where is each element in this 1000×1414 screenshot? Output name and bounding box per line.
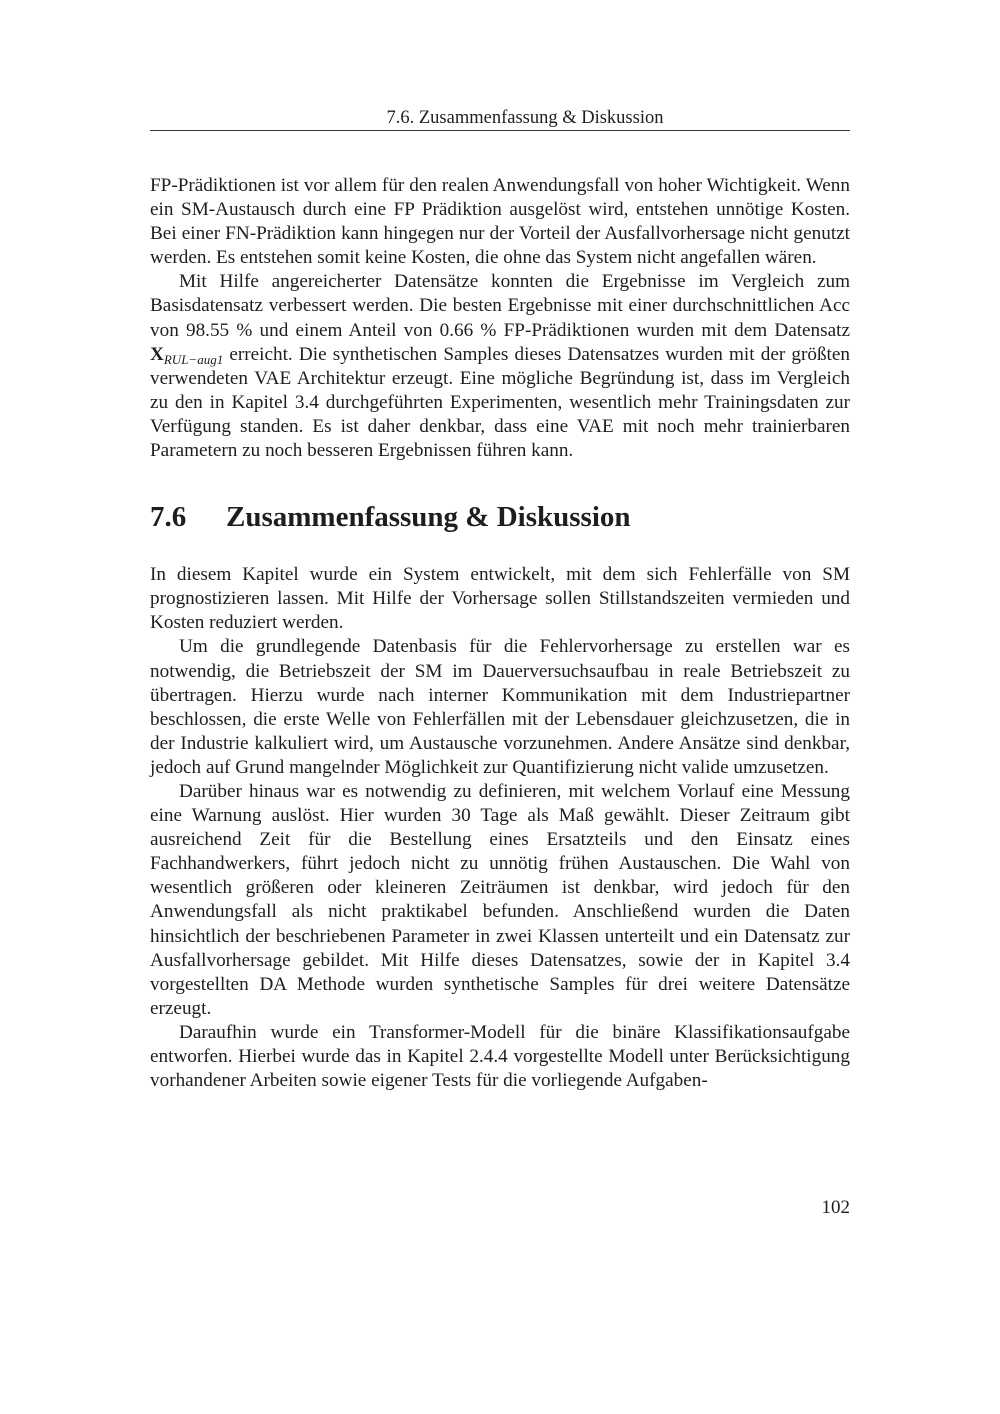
running-header: 7.6. Zusammenfassung & Diskussion [150, 105, 850, 131]
math-symbol: X [150, 343, 164, 365]
section-number: 7.6 [150, 501, 187, 534]
paragraph: Um die grundlegende Datenbasis für die Fehlervorhersage zu erstellen war es notwendig, die Betriebszeit der SM im Dauerversuchsaufbau in reale Betriebszeit zu übertragen. Hierzu wurde nach interner Kommunikation mit dem Industriepartner beschlossen, die erste Welle von Fehlerfällen mit der Lebensdauer gleichzusetzen, die in der Industrie kalkuliert wird, um Austausche vorzunehmen. Andere Ansätze sind denkbar, jedoch auf Grund mangelnder Möglichkeit zur Quantifizierung nicht valide umzusetzen. [150, 636, 850, 778]
paragraph: Daraufhin wurde ein Transformer-Modell für die binäre Klassifikationsaufgabe entworfen. Hierbei wurde das in Kapitel 2.4.4 vorgestellte Modell unter Berücksichtigung vorhandener Arbeiten sowie eigener Tests für die vorliegende Aufgaben- [150, 1021, 850, 1092]
paragraph-text: Mit Hilfe angereicherter Datensätze konnten die Ergebnisse im Vergleich zum Basisdatensatz verbessert werden. Die besten Ergebnisse mit einer durchschnittlichen Acc von 98.55 % und einem Anteil von 0.66 % FP-Prädiktionen wurden mit dem Datensatz [150, 271, 850, 341]
math-dataset-symbol [150, 344, 223, 365]
paragraph: In diesem Kapitel wurde ein System entwickelt, mit dem sich Fehlerfälle von SM prognostizieren lassen. Mit Hilfe der Vorhersage sollen Stillstandszeiten vermieden und Kosten reduziert werden. [150, 564, 850, 634]
section-heading [150, 497, 850, 537]
paragraph-text: erreicht. Die synthetischen Samples dieses Datensatzes wurden mit der größten verwendeten VAE Architektur erzeugt. Eine mögliche Begründung ist, dass im Vergleich zu den in Kapitel 3.4 durchgeführten Experimenten, wesentlich mehr Trainingsdaten zur Verfügung standen. Es ist daher denkbar, dass eine VAE mit noch mehr trainierbaren Parametern zu noch besseren Ergebnissen führen kann. [150, 343, 850, 462]
body-text [150, 174, 850, 1093]
math-subscript: RUL−aug1 [163, 351, 224, 367]
paragraph-with-math [150, 270, 850, 463]
paragraph: FP-Prädiktionen ist vor allem für den realen Anwendungsfall von hoher Wichtigkeit. Wenn ein SM-Austausch durch eine FP Prädiktion ausgelöst wird, entstehen unnötige Kosten. Bei einer FN-Prädiktion kann hingegen nur der Vorteil der Ausfallvorhersage nicht genutzt werden. Es entstehen somit keine Kosten, die ohne das System nicht angefallen wären. [150, 175, 850, 269]
paragraph: Darüber hinaus war es notwendig zu definieren, mit welchem Vorlauf eine Messung eine Warnung auslöst. Hier wurden 30 Tage als Maß gewählt. Dieser Zeitraum gibt ausreichend Zeit für die Bestellung eines Ersatzteils und den Einsatz eines Fachhandwerkers, führt jedoch nicht zu unnötig frühen Austauschen. Die Wahl von wesentlich größeren oder kleineren Zeiträumen ist denkbar, wird jedoch für den Anwendungsfall als nicht praktikabel befunden. Anschließend wurden die Daten hinsichtlich der beschriebenen Parameter in zwei Klassen unterteilt und ein Datensatz zur Ausfallvorhersage gebildet. Mit Hilfe dieses Datensatzes, sowie der in Kapitel 3.4 vorgestellten DA Methode wurden synthetische Samples für drei weitere Datensätze erzeugt. [150, 780, 850, 1019]
section-title: Zusammenfassung & Diskussion [226, 501, 631, 534]
page-number: 102 [821, 1197, 850, 1218]
